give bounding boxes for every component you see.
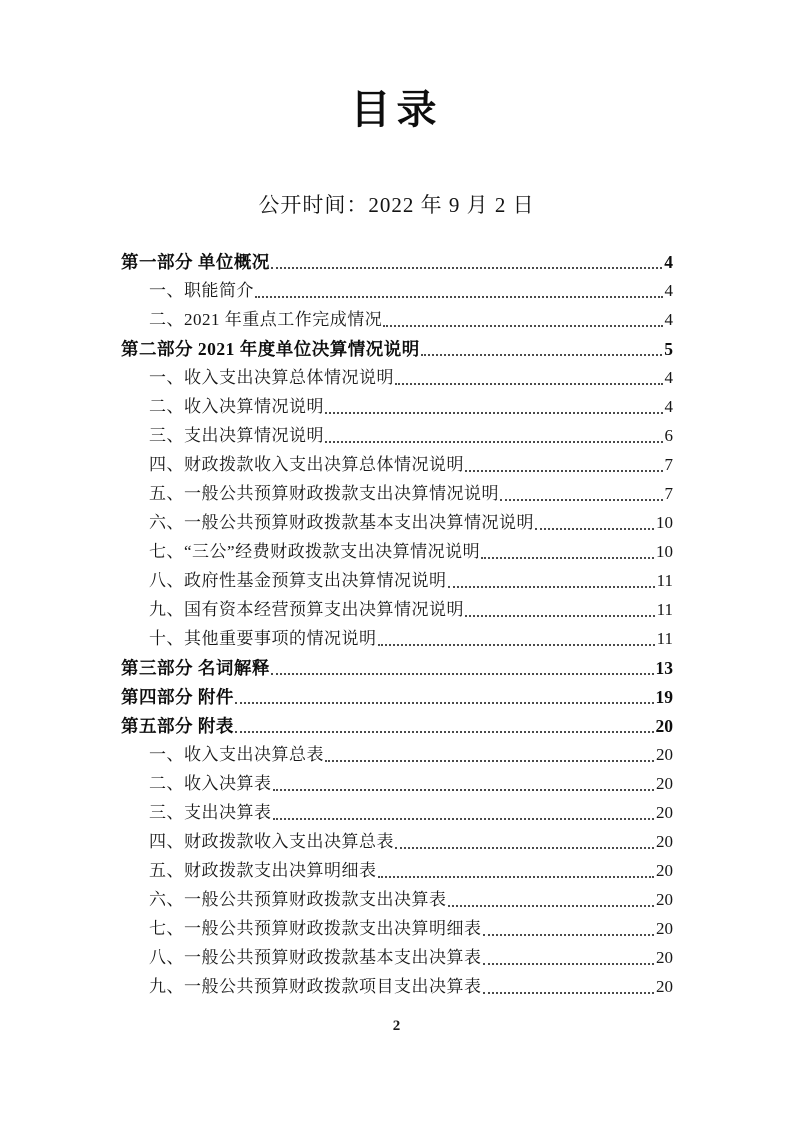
- toc-entry[interactable]: [121, 505, 673, 534]
- toc-entry-page: 20: [656, 948, 673, 967]
- toc-entry[interactable]: [121, 969, 673, 998]
- toc-entry[interactable]: [121, 331, 673, 360]
- toc-leader-dots: [378, 876, 655, 878]
- toc-entry-label[interactable]: 八、政府性基金预算支出决算情况说明: [149, 571, 447, 590]
- toc-leader-dots: [483, 963, 655, 965]
- toc-entry-label[interactable]: 六、一般公共预算财政拨款基本支出决算情况说明: [149, 513, 534, 532]
- toc-leader-dots: [235, 702, 654, 704]
- toc-entry-page: 20: [656, 890, 673, 909]
- toc-entry-page: 11: [656, 629, 673, 648]
- toc-entry[interactable]: [121, 708, 673, 737]
- toc-leader-dots: [325, 760, 654, 762]
- toc-entry[interactable]: [121, 940, 673, 969]
- toc-entry[interactable]: [121, 273, 673, 302]
- toc-entry[interactable]: [121, 447, 673, 476]
- toc-entry-page: 11: [656, 571, 673, 590]
- toc-leader-dots: [421, 354, 663, 356]
- toc-entry[interactable]: [121, 302, 673, 331]
- toc-entry-page: 10: [656, 542, 673, 561]
- toc-entry-label[interactable]: 五、财政拨款支出决算明细表: [149, 861, 377, 880]
- toc-entry-label[interactable]: 第四部分 附件: [121, 687, 234, 707]
- toc-entry-label[interactable]: 七、一般公共预算财政拨款支出决算明细表: [149, 919, 482, 938]
- toc-entry-label[interactable]: 四、财政拨款收入支出决算总体情况说明: [149, 455, 464, 474]
- toc-entry-page: 13: [655, 658, 673, 678]
- toc-leader-dots: [481, 557, 654, 559]
- toc-leader-dots: [378, 644, 655, 646]
- toc-leader-dots: [483, 934, 655, 936]
- page-title: 目录: [350, 87, 443, 133]
- toc-entry-label[interactable]: 二、收入决算情况说明: [149, 397, 324, 416]
- toc-entry[interactable]: [121, 534, 673, 563]
- toc-entry-page: 7: [664, 484, 673, 503]
- toc-entry-page: 7: [664, 455, 673, 474]
- toc-entry-page: 20: [656, 832, 673, 851]
- toc-entry-page: 20: [656, 919, 673, 938]
- toc-leader-dots: [395, 847, 654, 849]
- toc-entry[interactable]: [121, 389, 673, 418]
- toc-entry-label[interactable]: 七、“三公”经费财政拨款支出决算情况说明: [149, 542, 481, 561]
- toc-entry-label[interactable]: 三、支出决算情况说明: [149, 426, 324, 445]
- toc-entry-page: 4: [664, 281, 673, 300]
- toc-entry-label[interactable]: 十、其他重要事项的情况说明: [149, 629, 377, 648]
- toc-leader-dots: [325, 441, 663, 443]
- toc-entry-page: 11: [656, 600, 673, 619]
- footer-page-number: 2: [392, 1018, 401, 1034]
- toc-leader-dots: [235, 731, 654, 733]
- toc-entry-label[interactable]: 三、支出决算表: [149, 803, 272, 822]
- toc-entry-page: 20: [655, 716, 673, 736]
- toc-entry-label[interactable]: 八、一般公共预算财政拨款基本支出决算表: [149, 948, 482, 967]
- toc-entry[interactable]: [121, 679, 673, 708]
- toc-leader-dots: [465, 470, 663, 472]
- toc-entry-label[interactable]: 第一部分 单位概况: [121, 252, 270, 272]
- toc-entry-page: 20: [656, 803, 673, 822]
- toc-entry-page: 4: [664, 368, 673, 387]
- toc-entry-label[interactable]: 第三部分 名词解释: [121, 658, 270, 678]
- toc-leader-dots: [271, 267, 662, 269]
- toc-entry-page: 6: [664, 426, 673, 445]
- toc-entry-page: 20: [656, 745, 673, 764]
- toc-leader-dots: [535, 528, 654, 530]
- toc-entry-page: 4: [664, 397, 673, 416]
- toc-entry-label[interactable]: 一、职能简介: [149, 281, 254, 300]
- toc-leader-dots: [255, 296, 663, 298]
- toc-entry-label[interactable]: 二、2021 年重点工作完成情况: [149, 310, 383, 329]
- toc-leader-dots: [383, 325, 662, 327]
- toc-entry-label[interactable]: 九、国有资本经营预算支出决算情况说明: [149, 600, 464, 619]
- toc-entry-label[interactable]: 六、一般公共预算财政拨款支出决算表: [149, 890, 447, 909]
- toc-entry[interactable]: [121, 911, 673, 940]
- toc-entry[interactable]: [121, 360, 673, 389]
- toc-entry[interactable]: [121, 853, 673, 882]
- toc-leader-dots: [271, 673, 654, 675]
- toc-leader-dots: [483, 992, 655, 994]
- toc-entry-label[interactable]: 二、收入决算表: [149, 774, 272, 793]
- toc-leader-dots: [465, 615, 655, 617]
- toc-leader-dots: [500, 499, 663, 501]
- toc-entry-page: 5: [664, 339, 673, 359]
- toc-entry-label[interactable]: 五、一般公共预算财政拨款支出决算情况说明: [149, 484, 499, 503]
- toc-leader-dots: [273, 818, 655, 820]
- toc-entry[interactable]: [121, 621, 673, 650]
- toc-entry-page: 4: [664, 252, 673, 272]
- toc-entry-page: 20: [656, 977, 673, 996]
- toc-entry-label[interactable]: 一、收入支出决算总表: [149, 745, 324, 764]
- toc-entry[interactable]: [121, 563, 673, 592]
- toc-entry[interactable]: [121, 476, 673, 505]
- toc-entry-label[interactable]: 四、财政拨款收入支出决算总表: [149, 832, 394, 851]
- toc-entry[interactable]: [121, 650, 673, 679]
- toc-entry[interactable]: [121, 592, 673, 621]
- toc-leader-dots: [448, 586, 655, 588]
- toc-entry[interactable]: [121, 882, 673, 911]
- toc-entry[interactable]: [121, 244, 673, 273]
- toc-entry-page: 20: [656, 861, 673, 880]
- publish-date-line: 公开时间：2022 年 9 月 2 日: [258, 193, 535, 217]
- toc-entry-page: 10: [656, 513, 673, 532]
- toc-entry-label[interactable]: 第五部分 附表: [121, 716, 234, 736]
- toc-entry-label[interactable]: 一、收入支出决算总体情况说明: [149, 368, 394, 387]
- toc-leader-dots: [325, 412, 663, 414]
- toc-entry[interactable]: [121, 418, 673, 447]
- toc-entry-label[interactable]: 九、一般公共预算财政拨款项目支出决算表: [149, 977, 482, 996]
- toc-entry-label[interactable]: 第二部分 2021 年度单位决算情况说明: [121, 339, 420, 359]
- toc-leader-dots: [273, 789, 655, 791]
- toc-entry-page: 20: [656, 774, 673, 793]
- toc-entry[interactable]: [121, 824, 673, 853]
- toc-entry-page: 19: [655, 687, 673, 707]
- toc-entry[interactable]: [121, 795, 673, 824]
- toc-entry[interactable]: [121, 766, 673, 795]
- toc-leader-dots: [448, 905, 655, 907]
- toc-entry[interactable]: [121, 737, 673, 766]
- toc-leader-dots: [395, 383, 663, 385]
- table-of-contents: [121, 244, 673, 998]
- toc-entry-page: 4: [664, 310, 673, 329]
